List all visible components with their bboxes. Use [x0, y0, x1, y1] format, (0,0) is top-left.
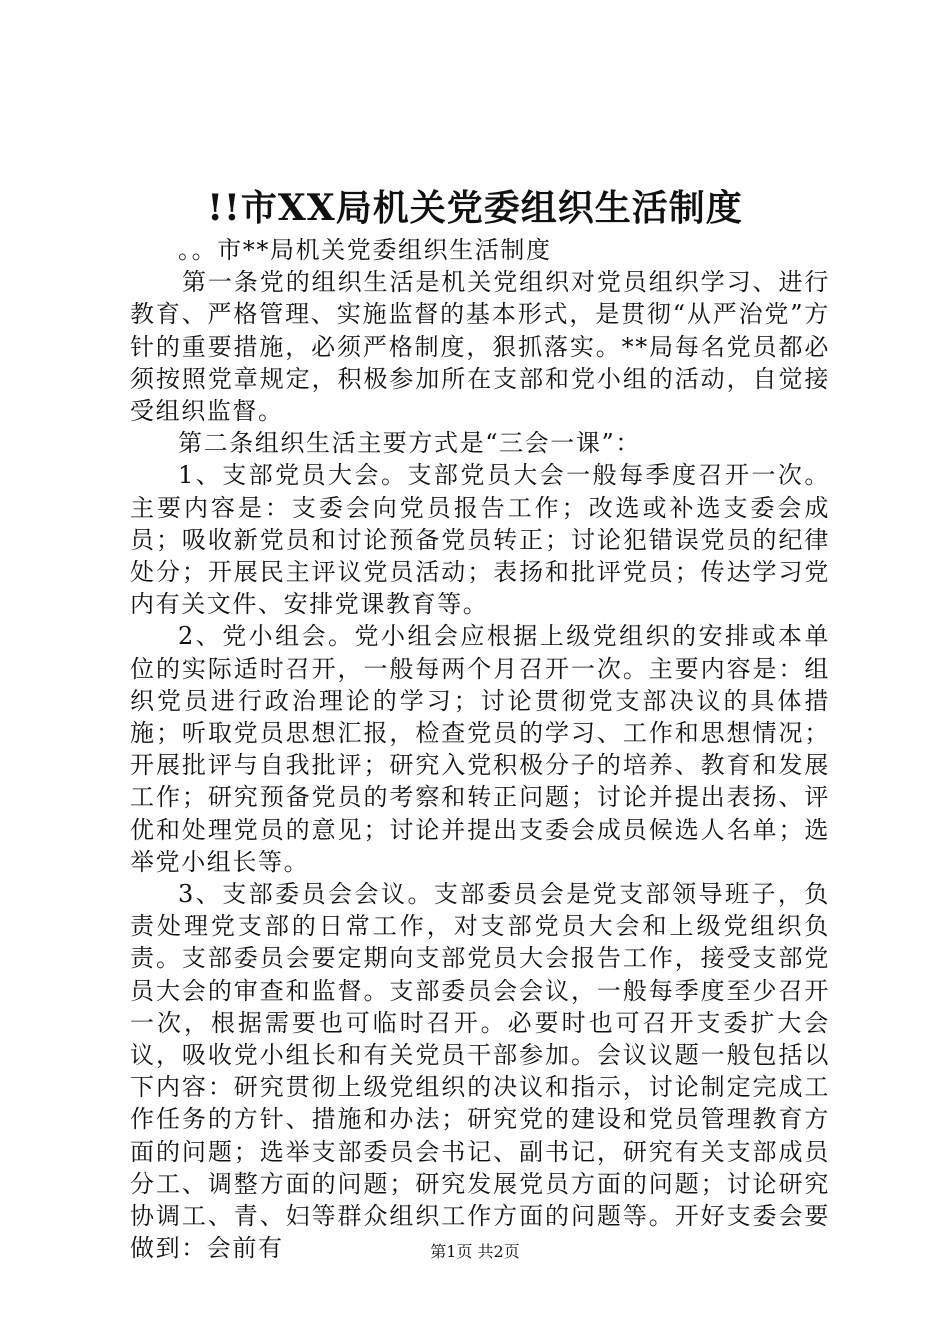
document-body	[130, 234, 830, 1265]
body-paragraph: 2、党小组会。党小组会应根据上级党组织的安排或本单位的实际适时召开，一般每两个月召开一次。主要内容是：组织党员进行政治理论的学习；讨论贯彻党支部决议的具体措施；听取党员思想汇报，检查党员的学习、工作和思想情况；开展批评与自我批评；研究入党积极分子的培养、教育和发展工作；研究预备党员的考察和转正问题；讨论并提出表扬、评优和处理党员的意见；讨论并提出支委会成员候选人名单；选举党小组长等。	[130, 622, 830, 876]
document-title: !!市XX局机关党委组织生活制度	[207, 187, 743, 229]
body-paragraph: 第一条党的组织生活是机关党组织对党员组织学习、进行教育、严格管理、实施监督的基本形式，是贯彻“从严治党”方针的重要措施，必须严格制度，狠抓落实。**局每名党员都必须按照党章规定，积极参加所在支部和党小组的活动，自觉接受组织监督。	[130, 268, 830, 426]
body-paragraph: 3、支部委员会会议。支部委员会是党支部领导班子，负责处理党支部的日常工作，对支部党员大会和上级党组织负责。支部委员会要定期向支部党员大会报告工作，接受支部党员大会的审查和监督。支部委员会会议，一般每季度至少召开一次，根据需要也可临时召开。必要时也可召开支委扩大会议，吸收党小组长和有关党员干部参加。会议议题一般包括以下内容：研究贯彻上级党组织的决议和指示，讨论制定完成工作任务的方针、措施和办法；研究党的建设和党员管理教育方面的问题；选举支部委员会书记、副书记，研究有关支部成员分工、调整方面的问题；研究发展党员方面的问题；讨论研究协调工、青、妇等群众组织工作方面的问题等。开好支委会要做到：会前有	[130, 880, 830, 1263]
body-paragraph: 。。市**局机关党委组织生活制度	[178, 236, 552, 264]
page-number-footer: 第1页 共2页	[430, 1242, 520, 1261]
body-paragraph: 1、支部党员大会。支部党员大会一般每季度召开一次。主要内容是：支委会向党员报告工作；改选或补选支委会成员；吸收新党员和讨论预备党员转正；讨论犯错误党员的纪律处分；开展民主评议党员活动；表扬和批评党员；传达学习党内有关文件、安排党课教育等。	[130, 461, 830, 619]
body-paragraph: 第二条组织生活主要方式是“三会一课”：	[178, 429, 641, 458]
